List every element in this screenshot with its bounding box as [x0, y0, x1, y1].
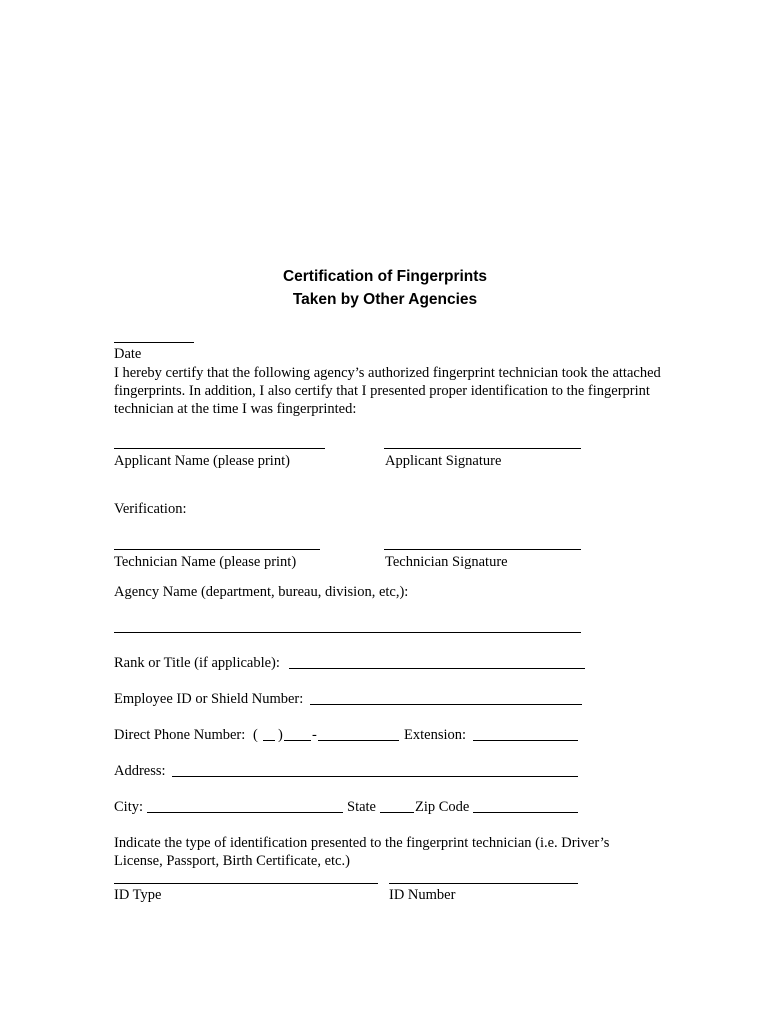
phone-area-code-field[interactable] — [263, 740, 275, 741]
document-title-line1: Certification of Fingerprints — [282, 268, 488, 285]
state-label: State — [347, 799, 376, 815]
phone-prefix-field[interactable] — [284, 740, 311, 741]
employee-id-field[interactable] — [310, 704, 582, 705]
city-field[interactable] — [147, 812, 343, 813]
rank-label: Rank or Title (if applicable): — [114, 655, 280, 671]
phone-label: Direct Phone Number: — [114, 727, 246, 743]
applicant-name-label: Applicant Name (please print) — [114, 453, 290, 469]
id-number-label: ID Number — [389, 887, 456, 903]
state-field[interactable] — [380, 812, 414, 813]
technician-name-label: Technician Name (please print) — [114, 554, 297, 570]
certification-text: I hereby certify that the following agency’s authorized fingerprint technician took the attached fingerprints. In addition, I also certify that I presented proper identification to the fingerprint technician at the time I was fingerprinted: — [114, 365, 661, 417]
id-type-label: ID Type — [114, 887, 162, 903]
id-type-field[interactable] — [114, 883, 378, 884]
phone-open-paren: ( — [253, 727, 258, 743]
applicant-signature-field[interactable] — [384, 448, 581, 449]
technician-signature-field[interactable] — [384, 549, 581, 550]
technician-name-field[interactable] — [114, 549, 320, 550]
date-label: Date — [114, 346, 142, 362]
employee-id-label: Employee ID or Shield Number: — [114, 691, 304, 707]
city-label: City: — [114, 799, 144, 815]
phone-dash: - — [312, 727, 317, 743]
address-label: Address: — [114, 763, 166, 779]
verification-label: Verification: — [114, 501, 187, 517]
applicant-name-field[interactable] — [114, 448, 325, 449]
applicant-signature-label: Applicant Signature — [385, 453, 502, 469]
extension-field[interactable] — [473, 740, 578, 741]
document-title-line2: Taken by Other Agencies — [292, 291, 478, 308]
agency-label: Agency Name (department, bureau, division, etc,): — [114, 584, 409, 600]
extension-label: Extension: — [404, 727, 467, 743]
id-number-field[interactable] — [389, 883, 578, 884]
zip-label: Zip Code — [415, 799, 470, 815]
technician-signature-label: Technician Signature — [385, 554, 508, 570]
id-instructions: Indicate the type of identification presented to the fingerprint technician (i.e. Driver’s License, Passport, Birth Certificate, etc.) — [114, 835, 610, 869]
phone-line-field[interactable] — [318, 740, 399, 741]
address-field[interactable] — [172, 776, 578, 777]
rank-field[interactable] — [289, 668, 585, 669]
phone-close-paren: ) — [278, 727, 283, 743]
zip-field[interactable] — [473, 812, 578, 813]
date-field[interactable] — [114, 342, 194, 343]
agency-name-field[interactable] — [114, 632, 581, 633]
